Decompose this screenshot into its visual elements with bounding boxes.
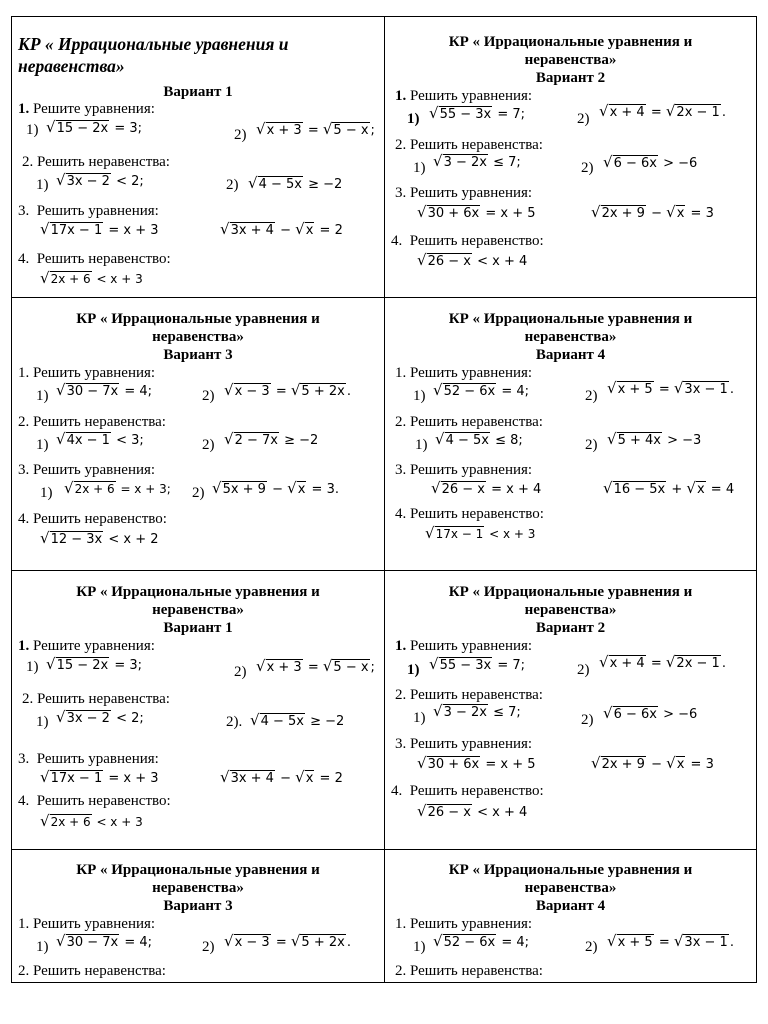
task-3-heading: 3. Решить уравнения: — [395, 462, 533, 478]
inequality-3: √26 − x < x + 4 — [417, 251, 528, 269]
card-title-line1: КР « Иррациональные уравнения и — [76, 584, 320, 600]
item-1-number: 1) — [36, 177, 49, 193]
task-3-heading: 3. Решить уравнения: — [18, 203, 159, 219]
variant-label: Вариант 4 — [535, 347, 606, 363]
card-variant-4 — [385, 298, 757, 571]
inequality-1: √4 − 5x ≤ 8; — [435, 430, 523, 448]
variant-label: Вариант 1 — [163, 84, 233, 100]
task-2-heading: 2. Решить неравенства: — [18, 963, 166, 979]
card-title-line1: КР « Иррациональные уравнения и — [448, 311, 693, 327]
variant-label: Вариант 2 — [535, 620, 606, 636]
equation-4: √16 − 5x + √x = 4 — [603, 479, 735, 497]
item-2-number: 2) — [581, 160, 594, 176]
item-2-number: 2) — [585, 388, 598, 404]
equation-1: √52 − 6x = 4; — [433, 932, 530, 950]
card-title-line1: КР « Иррациональные уравнения и — [76, 311, 320, 327]
variant-label: Вариант 3 — [163, 898, 233, 914]
inequality-1: √3x − 2 < 2; — [56, 708, 144, 726]
card-title-line2: неравенства» — [524, 880, 617, 896]
card-variant-1-repeat — [12, 571, 385, 850]
task-3-heading: 3. Решить уравнения: — [395, 185, 533, 201]
task-3-heading: 3. Решить уравнения: — [18, 462, 156, 478]
inequality-3: √17x − 1 < x + 3 — [425, 524, 536, 542]
item-2-number: 2) — [234, 127, 247, 143]
card-title: КР « Иррациональные уравнения и неравенства» — [18, 34, 289, 76]
task-4-heading: 4. Решить неравенство: — [395, 506, 544, 522]
item-2-number: 2) — [192, 485, 205, 501]
equation-2: √x + 5 = √3x − 1 . — [607, 379, 734, 397]
card-variant-3 — [12, 298, 385, 571]
task-4-heading: 4. Решить неравенство: — [18, 793, 171, 809]
equation-3: √2x + 6 = x + 3; — [64, 479, 171, 497]
task-4-heading: 4. Решить неравенство: — [391, 783, 544, 799]
inequality-3: √26 − x < x + 4 — [417, 802, 528, 820]
task-2-heading: 2. Решить неравенства: — [22, 691, 170, 707]
card-variant-2-repeat — [385, 571, 757, 850]
inequality-2: √6 − 6x > −6 — [603, 704, 698, 722]
equation-3: √30 + 6x = x + 5 — [417, 203, 536, 221]
card-title-line1: КР « Иррациональные уравнения и — [448, 34, 693, 50]
equation-1: √55 − 3x = 7; — [429, 104, 526, 122]
inequality-1: √3 − 2x ≤ 7; — [433, 702, 521, 720]
equation-1: √30 − 7x = 4; — [56, 932, 153, 950]
inequality-1: √4x − 1 < 3; — [56, 430, 144, 448]
task-1-heading: 1. Решить уравнения: — [395, 365, 533, 381]
card-variant-3-repeat — [12, 850, 385, 983]
card-title-line1: КР « Иррациональные уравнения и — [76, 862, 320, 878]
task-2-heading: 2. Решить неравенства: — [395, 137, 543, 153]
equation-4: √2x + 9 − √x = 3 — [591, 203, 714, 221]
item-1-number: 1) — [413, 388, 426, 404]
card-title-line2: неравенства» — [152, 602, 244, 618]
item-2-number: 2) — [581, 712, 594, 728]
variant-label: Вариант 3 — [163, 347, 233, 363]
task-2-heading: 2. Решить неравенства: — [395, 414, 543, 430]
equation-1: √55 − 3x = 7; — [429, 655, 526, 673]
equation-3: √17x − 1 = x + 3 — [40, 768, 159, 786]
inequality-2: √5 + 4x > −3 — [607, 430, 702, 448]
task-4-heading: 4. Решить неравенство: — [18, 511, 167, 527]
task-3-heading: 3. Решить уравнения: — [395, 736, 533, 752]
task-1-heading: 1. Решить уравнения: — [395, 88, 533, 104]
variant-label: Вариант 1 — [163, 620, 233, 636]
item-1-number: 1) — [36, 714, 49, 730]
equation-2: √x + 4 = √2x − 1 . — [599, 653, 726, 671]
task-2-heading: 2. Решить неравенства: — [22, 154, 170, 170]
item-2-number: 2) — [577, 662, 590, 678]
equation-2: √x + 3 = √5 − x ; — [256, 657, 375, 675]
item-2-number: 2) — [202, 388, 215, 404]
equation-4: √2x + 9 − √x = 3 — [591, 754, 714, 772]
item-2-number: 2) — [202, 437, 215, 453]
task-2-heading: 2. Решить неравенства: — [395, 963, 543, 979]
task-2-heading: 2. Решить неравенства: — [18, 414, 166, 430]
task-2-heading: 2. Решить неравенства: — [395, 687, 543, 703]
equation-2: √x − 3 = √5 + 2x . — [224, 381, 351, 399]
item-1-number: 1) — [407, 111, 420, 127]
equation-2: √x − 3 = √5 + 2x . — [224, 932, 351, 950]
item-1-number: 1) — [26, 659, 39, 675]
item-1-number: 1) — [36, 437, 49, 453]
item-2-number: 2). — [226, 714, 243, 730]
card-title-line1: КР « Иррациональные уравнения и — [448, 584, 693, 600]
equation-1: √15 − 2x = 3; — [46, 118, 143, 136]
item-2-number: 2) — [585, 939, 598, 955]
task-1-heading: 1. Решить уравнения: — [18, 916, 156, 932]
item-2-number: 2) — [226, 177, 239, 193]
equation-1: √30 − 7x = 4; — [56, 381, 153, 399]
inequality-3: √2x + 6 < x + 3 — [40, 269, 143, 287]
item-1-number: 1) — [415, 437, 428, 453]
inequality-2: √4 − 5x ≥ −2 — [248, 174, 343, 192]
card-title-line2: неравенства» — [524, 329, 617, 345]
inequality-3: √2x + 6 < x + 3 — [40, 812, 143, 830]
card-title-line2: неравенства» — [152, 329, 244, 345]
item-1-number: 1) — [413, 160, 426, 176]
card-variant-4-repeat — [385, 850, 757, 983]
task-1-heading: 1. Решить уравнения: — [395, 916, 533, 932]
inequality-2: √2 − 7x ≥ −2 — [224, 430, 319, 448]
equation-2: √x + 4 = √2x − 1 . — [599, 102, 726, 120]
equation-2: √x + 5 = √3x − 1 . — [607, 932, 734, 950]
equation-4: √5x + 9 − √x = 3. — [212, 479, 339, 497]
equation-3: √30 + 6x = x + 5 — [417, 754, 536, 772]
inequality-2: √6 − 6x > −6 — [603, 153, 698, 171]
card-title-line1: КР « Иррациональные уравнения и — [448, 862, 693, 878]
card-title-line2: неравенства» — [524, 52, 617, 68]
item-1-number: 1) — [413, 710, 426, 726]
equation-3: √26 − x = x + 4 — [431, 479, 542, 497]
inequality-2: √4 − 5x ≥ −2 — [250, 711, 345, 729]
inequality-1: √3x − 2 < 2; — [56, 171, 144, 189]
equation-3: √17x − 1 = x + 3 — [40, 220, 159, 238]
item-2-number: 2) — [577, 111, 590, 127]
task-1-heading: 1. Решите уравнения: — [18, 638, 155, 654]
card-variant-2-top — [385, 17, 757, 298]
inequality-3: √12 − 3x < x + 2 — [40, 529, 159, 547]
variant-label: Вариант 2 — [535, 70, 606, 86]
equation-1: √15 − 2x = 3; — [46, 655, 143, 673]
item-2-number: 2) — [202, 939, 215, 955]
item-2-number: 2) — [585, 437, 598, 453]
task-4-heading: 4. Решить неравенство: — [18, 251, 171, 267]
task-4-heading: 4. Решить неравенство: — [391, 233, 544, 249]
item-1-number: 1) — [36, 388, 49, 404]
item-1-number: 1) — [26, 122, 39, 138]
worksheet-table — [11, 16, 757, 983]
task-1-heading: 1. Решить уравнения: — [18, 365, 156, 381]
inequality-1: √3 − 2x ≤ 7; — [433, 152, 521, 170]
card-variant-1-top — [12, 17, 385, 298]
card-title-line2: неравенства» — [152, 880, 244, 896]
item-1-number: 1) — [407, 662, 420, 678]
variant-label: Вариант 4 — [535, 898, 606, 914]
card-title-line2: неравенства» — [524, 602, 617, 618]
equation-1: √52 − 6x = 4; — [433, 381, 530, 399]
item-2-number: 2) — [234, 664, 247, 680]
task-1-heading: 1. Решите уравнения: — [18, 101, 155, 117]
equation-4: √3x + 4 − √x = 2 — [220, 768, 343, 786]
equation-2: √x + 3 = √5 − x ; — [256, 120, 375, 138]
task-3-heading: 3. Решить уравнения: — [18, 751, 159, 767]
item-1-number: 1) — [40, 485, 53, 501]
equation-4: √3x + 4 − √x = 2 — [220, 220, 343, 238]
item-1-number: 1) — [413, 939, 426, 955]
item-1-number: 1) — [36, 939, 49, 955]
task-1-heading: 1. Решить уравнения: — [395, 638, 533, 654]
